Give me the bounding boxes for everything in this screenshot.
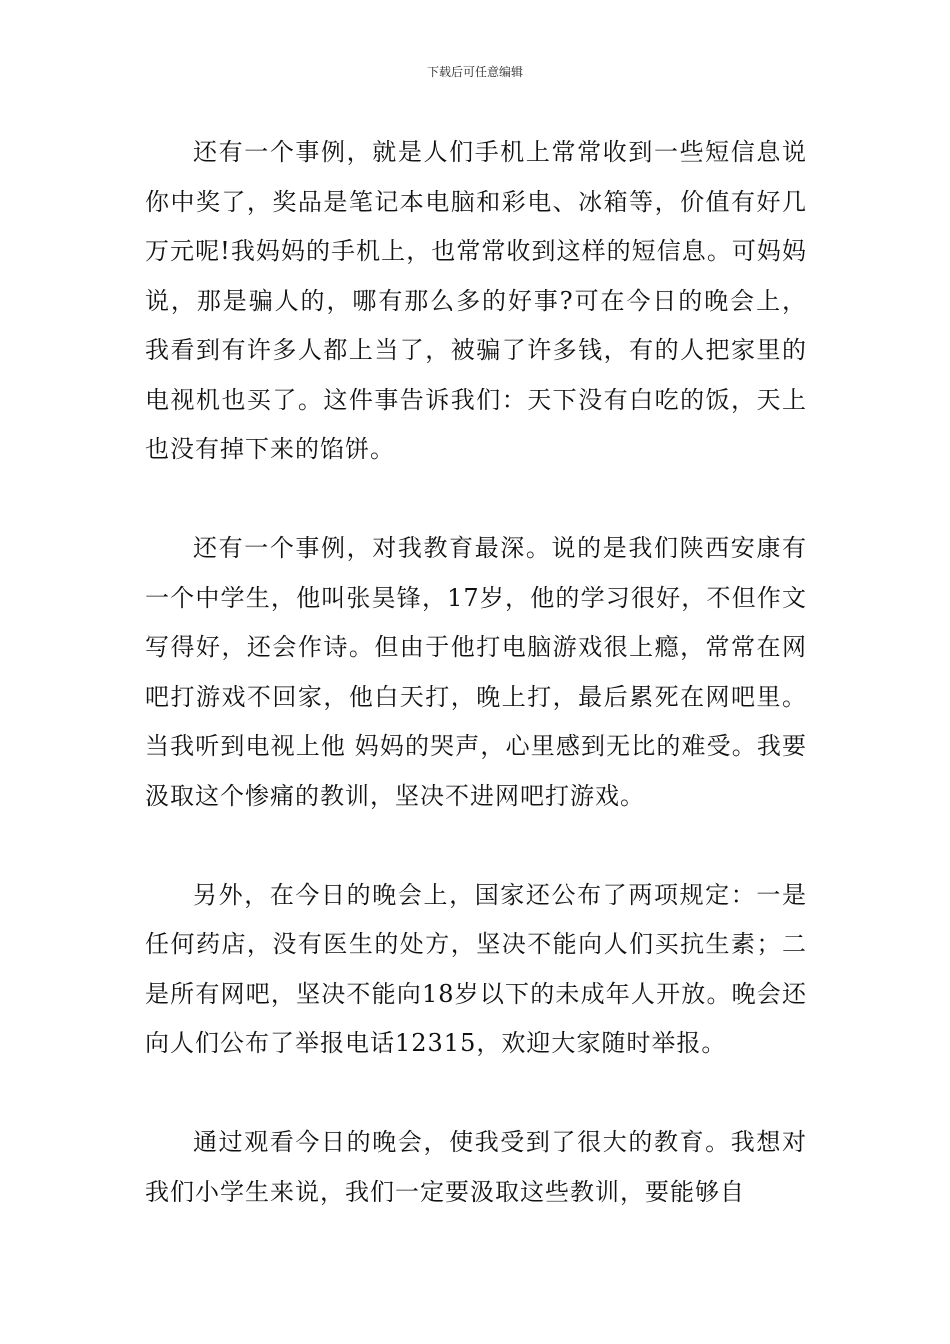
page-header: 下载后可任意编辑 [426, 65, 523, 79]
paragraph-1: 还有一个事例，就是人们手机上常常收到一些短信息说你中奖了，奖品是笔记本电脑和彩电、冰箱等，价值有好几万元呢!我妈妈的手机上，也常常收到这样的短信息。可妈妈说，那是骗人的，哪有那么多的好事?可在今日的晚会上，我看到有许多人都上当了，被骗了许多钱，有的人把家里的电视机也买了。这件事告诉我们：天下没有白吃的饭，天上也没有掉下来的馅饼。 [145, 138, 807, 463]
paragraph-3: 另外，在今日的晚会上，国家还公布了两项规定：一是任何药店，没有医生的处方，坚决不能向人们买抗生素；二是所有网吧，坚决不能向18岁以下的未成年人开放。晚会还向人们公布了举报电话12315，欢迎大家随时举报。 [145, 880, 807, 1057]
document-body [145, 128, 807, 1217]
paragraph-2: 还有一个事例，对我教育最深。说的是我们陕西安康有一个中学生，他叫张昊锋，17岁，他的学习很好，不但作文写得好，还会作诗。但由于他打电脑游戏很上瘾，常常在网吧打游戏不回家，他白天打，晚上打，最后累死在网吧里。当我听到电视上他 妈妈的哭声，心里感到无比的难受。我要汲取这个惨痛的教训，坚决不进网吧打游戏。 [145, 534, 807, 810]
paragraph-4: 通过观看今日的晚会，使我受到了很大的教育。我想对我们小学生来说，我们一定要汲取这些教训，要能够自 [145, 1128, 807, 1206]
